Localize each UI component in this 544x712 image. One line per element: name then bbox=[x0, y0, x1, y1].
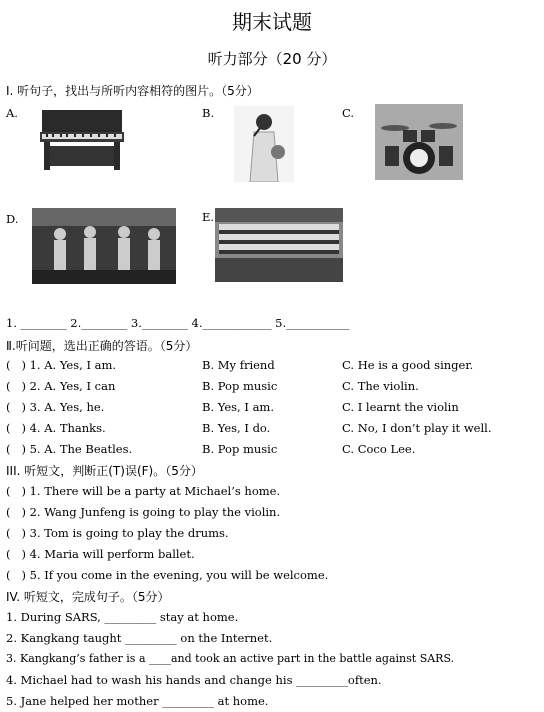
option-b: B. Yes, I am. bbox=[202, 400, 274, 414]
option-c: C. He is a good singer. bbox=[342, 358, 474, 372]
tf-item: ( ) 3. Tom is going to play the drums. bbox=[6, 526, 229, 540]
section2-heading: Ⅱ.听问题，选出正确的答语。（5分） bbox=[6, 339, 198, 353]
picture-label-b: B. bbox=[202, 106, 215, 120]
tf-item: ( ) 4. Maria will perform ballet. bbox=[6, 547, 195, 561]
picture-label-a: A. bbox=[6, 106, 18, 120]
tf-item: ( ) 5. If you come in the evening, you will be welcome. bbox=[6, 568, 329, 582]
option-c: C. No, I don’t play it well. bbox=[342, 421, 492, 435]
question-row: ( ) 2. A. Yes, I can bbox=[6, 379, 116, 393]
picture-label-e: E. bbox=[202, 210, 215, 224]
page-title: 期末试题 bbox=[232, 10, 312, 34]
option-b: B. My friend bbox=[202, 358, 275, 372]
option-c: C. The violin. bbox=[342, 379, 419, 393]
option-c: C. Coco Lee. bbox=[342, 442, 416, 456]
option-b: B. Yes, I do. bbox=[202, 421, 271, 435]
question-row: ( ) 3. A. Yes, he. bbox=[6, 400, 105, 414]
choir-image bbox=[215, 208, 343, 282]
option-b: B. Pop music bbox=[202, 379, 278, 393]
page-subtitle: 听力部分（20 分） bbox=[207, 50, 337, 68]
section3-heading: III. 听短文，判断正(T)误(F)。（5分） bbox=[6, 464, 203, 478]
section1-heading: I. 听句子，找出与所听内容相符的图片。（5分） bbox=[6, 84, 259, 98]
tf-item: ( ) 1. There will be a party at Michael’s home. bbox=[6, 484, 281, 498]
question-row: ( ) 1. A. Yes, I am. bbox=[6, 358, 117, 372]
completion-item: 3. Kangkang’s father is a ____and took an active part in the battle against SARS. bbox=[6, 652, 455, 665]
option-c: C. I learnt the violin bbox=[342, 400, 459, 414]
piano-image bbox=[36, 106, 128, 174]
picture-label-d: D. bbox=[6, 212, 19, 226]
option-b: B. Pop music bbox=[202, 442, 278, 456]
question-row: ( ) 4. A. Thanks. bbox=[6, 421, 106, 435]
tf-item: ( ) 2. Wang Junfeng is going to play the violin. bbox=[6, 505, 281, 519]
question-row: ( ) 5. A. The Beatles. bbox=[6, 442, 133, 456]
section1-answer-line: 1. ________ 2.________ 3.________ 4.____________ 5.___________ bbox=[6, 316, 350, 330]
picture-label-c: C. bbox=[342, 106, 355, 120]
drums-image bbox=[375, 104, 463, 180]
completion-item: 2. Kangkang taught _________ on the Internet. bbox=[6, 631, 273, 645]
completion-item: 5. Jane helped her mother _________ at home. bbox=[6, 694, 269, 708]
singer-image bbox=[234, 106, 294, 182]
girl-band-image bbox=[32, 208, 176, 284]
completion-item: 1. During SARS, _________ stay at home. bbox=[6, 610, 239, 624]
section4-heading: IV. 听短文，完成句子。（5分） bbox=[6, 590, 170, 604]
completion-item: 4. Michael had to wash his hands and change his _________often. bbox=[6, 673, 382, 687]
